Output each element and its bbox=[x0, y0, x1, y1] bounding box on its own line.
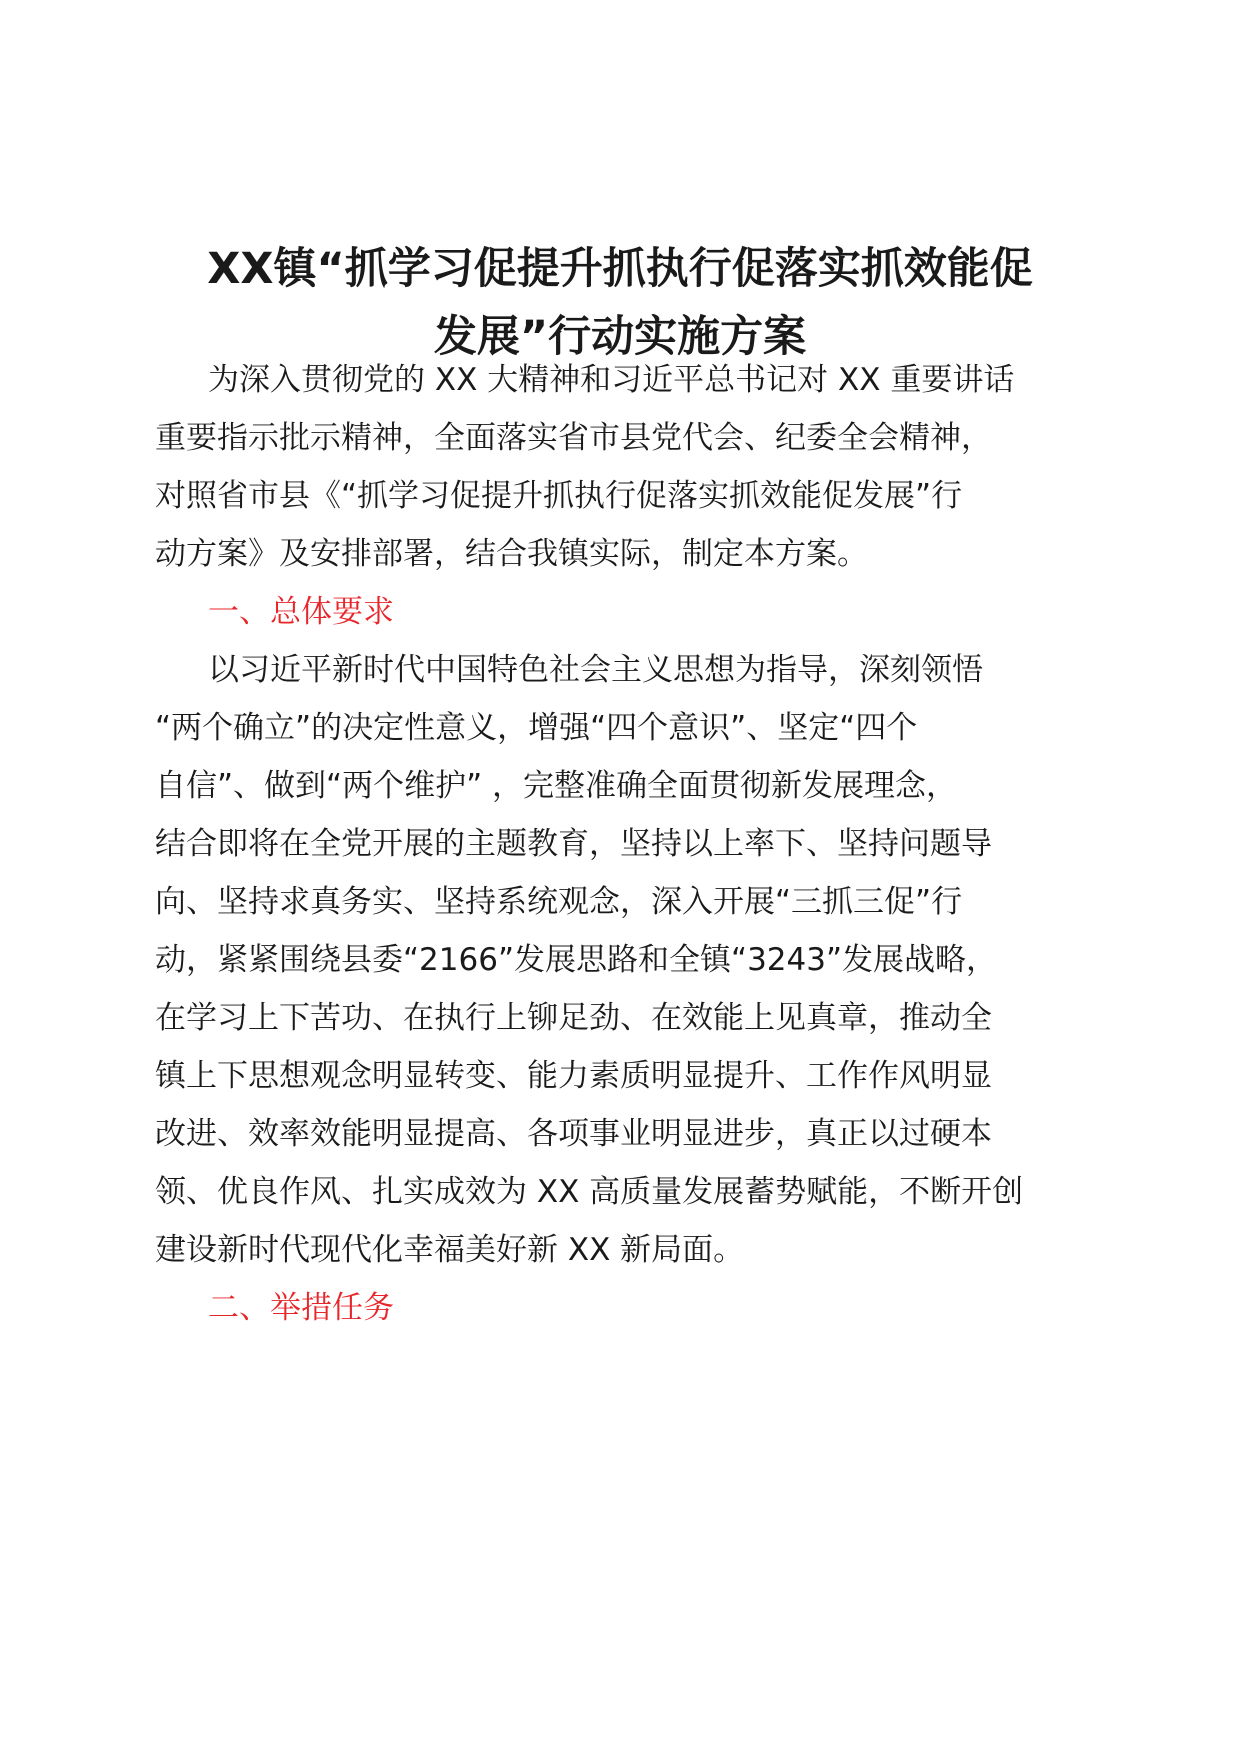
section1-paragraph-line-9: 改进、效率效能明显提高、各项事业明显进步，真正以过硬本 bbox=[155, 1116, 992, 1152]
section1-paragraph-line-11: 建设新时代现代化幸福美好新 XX 新局面。 bbox=[155, 1232, 745, 1268]
section1-paragraph-line-7: 在学习上下苦功、在执行上铆足劲、在效能上见真章，推动全 bbox=[155, 1000, 992, 1036]
intro-paragraph-line-3: 对照省市县《“抓学习促提升抓执行促落实抓效能促发展”行 bbox=[155, 478, 963, 514]
intro-paragraph-line-4: 动方案》及安排部署，结合我镇实际，制定本方案。 bbox=[155, 536, 868, 572]
intro-paragraph-line-2: 重要指示批示精神，全面落实省市县党代会、纪委全会精神， bbox=[155, 420, 992, 456]
section-heading-overall-requirements: 一、总体要求 bbox=[208, 594, 394, 630]
section1-paragraph-line-10: 领、优良作风、扎实成效为 XX 高质量发展蓄势赋能，不断开创 bbox=[155, 1174, 1024, 1210]
section1-paragraph-line-8: 镇上下思想观念明显转变、能力素质明显提升、工作作风明显 bbox=[155, 1058, 992, 1094]
section-heading-measures-tasks: 二、举措任务 bbox=[208, 1290, 394, 1326]
section1-paragraph-line-3: 自信”、做到“两个维护” ，完整准确全面贯彻新发展理念， bbox=[155, 768, 958, 804]
section1-paragraph-line-5: 向、坚持求真务实、坚持系统观念，深入开展“三抓三促”行 bbox=[155, 884, 963, 920]
intro-paragraph-line-1: 为深入贯彻党的 XX 大精神和习近平总书记对 XX 重要讲话 bbox=[208, 362, 1015, 398]
section1-paragraph-line-6: 动，紧紧围绕县委“2166”发展思路和全镇“3243”发展战略， bbox=[155, 942, 998, 978]
section1-paragraph-line-1: 以习近平新时代中国特色社会主义思想为指导，深刻领悟 bbox=[208, 652, 983, 688]
document-title-line-1: XX镇“抓学习促提升抓执行促落实抓效能促 bbox=[207, 244, 1033, 294]
document-title-line-2: 发展”行动实施方案 bbox=[433, 312, 807, 362]
section1-paragraph-line-2: “两个确立”的决定性意义，增强“四个意识”、坚定“四个 bbox=[155, 710, 918, 746]
section1-paragraph-line-4: 结合即将在全党开展的主题教育，坚持以上率下、坚持问题导 bbox=[155, 826, 992, 862]
